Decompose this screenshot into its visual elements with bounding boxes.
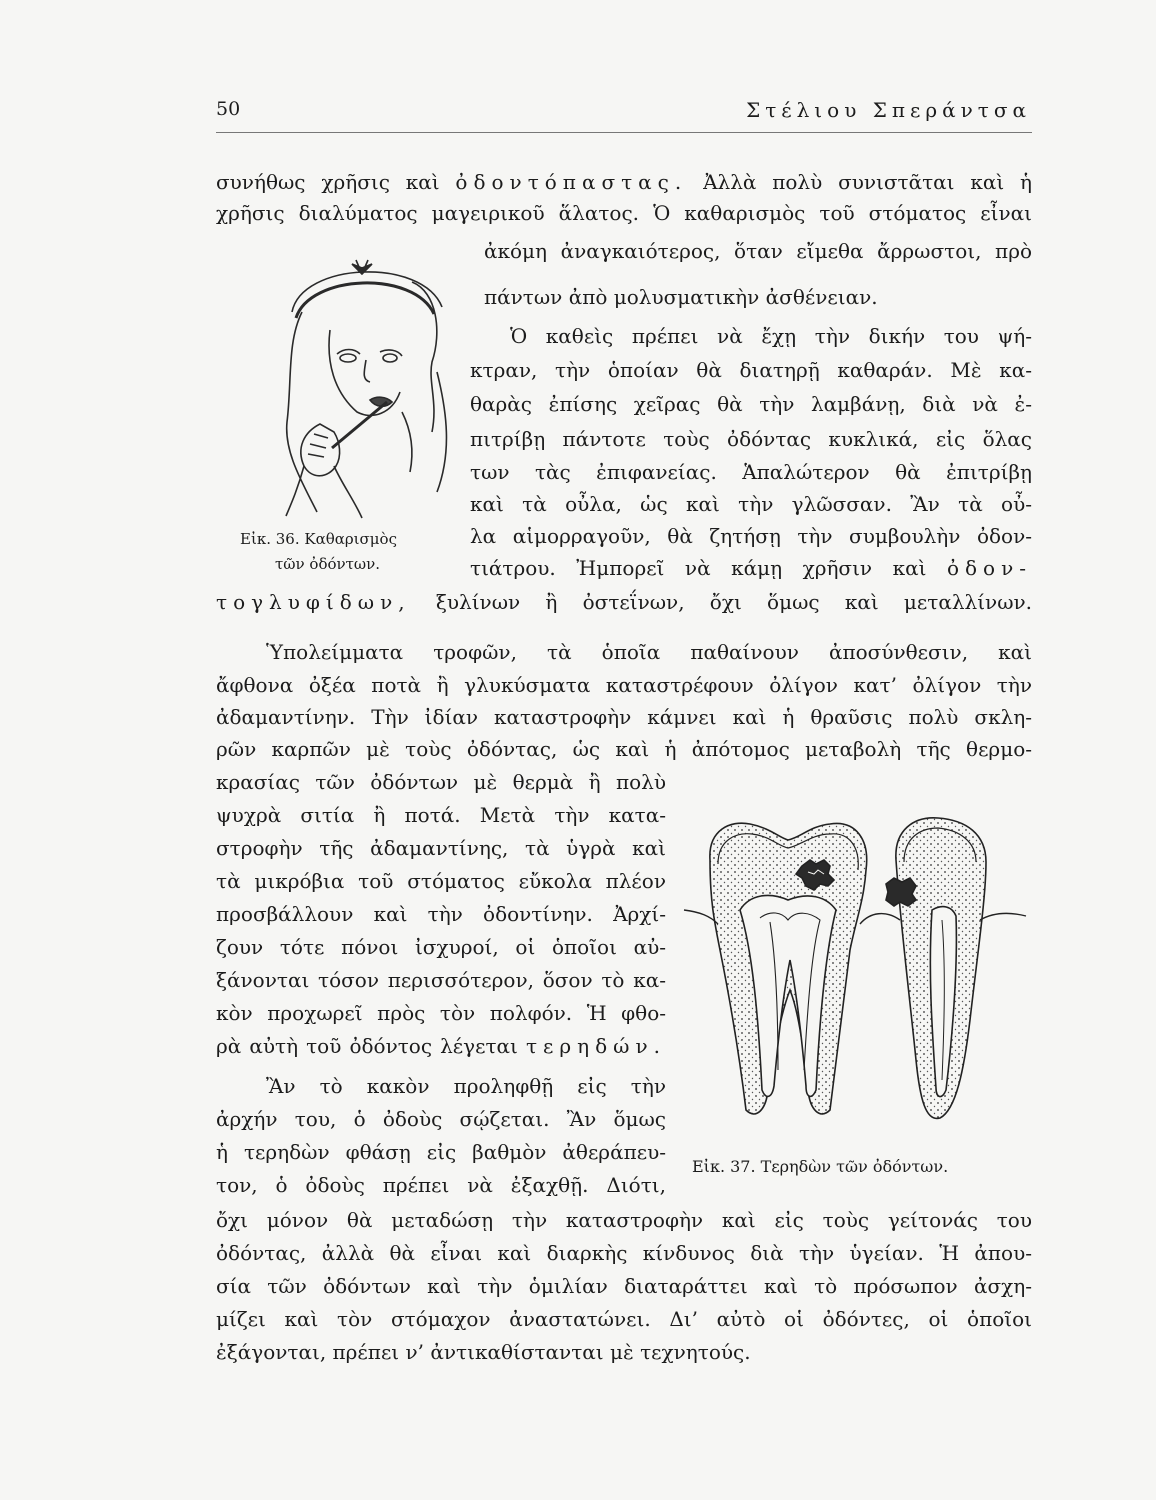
text-line: μίζει καὶ τὸν στόμαχον ἀναστατώνει. Δι’ αὐτὸ οἱ ὀδόντες, οἱ ὁποῖοι <box>216 1307 1032 1331</box>
figure-36-caption: Εἰκ. 36. Καθαρισμὸς <box>240 530 397 548</box>
text-line: ἡ τερηδὼν φθάσῃ εἰς βαθμὸν ἀθεράπευ- <box>216 1140 666 1164</box>
text-line: Ὑπολείμματα τροφῶν, τὰ ὁποῖα παθαίνουν ἀποσύνθεσιν, καὶ <box>266 640 1032 664</box>
text-line: ὄχι μόνον θὰ μεταδώσῃ τὴν καταστροφὴν καὶ εἰς τοὺς γείτονάς του <box>216 1208 1032 1232</box>
text-line: Ὁ καθεὶς πρέπει νὰ ἔχῃ τὴν δικήν του ψή- <box>510 324 1032 348</box>
text-line: θαρὰς ἐπίσης χεῖρας θὰ τὴν λαμβάνῃ, διὰ νὰ ἐ- <box>470 392 1032 416</box>
text-line: κὸν προχωρεῖ πρὸς τὸν πολφόν. Ἡ φθο- <box>216 1001 666 1025</box>
girl-brushing-teeth-illustration <box>262 252 462 524</box>
header-rule <box>216 132 1032 133</box>
text-line: ρὰ αὐτὴ τοῦ ὀδόντος λέγεται τερηδών. <box>216 1034 666 1058</box>
figure-36-caption: τῶν ὀδόντων. <box>275 555 381 573</box>
text-line: ζουν τότε πόνοι ἰσχυροί, οἱ ὁποῖοι αὐ- <box>216 935 666 959</box>
text-line: συνήθως χρῆσις καὶ ὀδοντόπαστας. Ἀλλὰ πολὺ συνιστᾶται καὶ ἡ <box>216 170 1033 194</box>
text-line: ρῶν καρπῶν μὲ τοὺς ὀδόντας, ὡς καὶ ἡ ἀπότομος μεταβολὴ τῆς θερμο- <box>216 737 1032 761</box>
tooth-decay-diagram <box>670 800 1032 1140</box>
text-line: τιάτρου. Ἠμπορεῖ νὰ κάμῃ χρῆσιν καὶ ὀδον- <box>470 556 1032 580</box>
text-line: κτραν, τὴν ὁποίαν θὰ διατηρῇ καθαράν. Μὲ κα- <box>470 358 1032 382</box>
text-line: προσβάλλουν καὶ τὴν ὀδοντίνην. Ἀρχί- <box>216 902 666 926</box>
text-line: ἀδαμαντίνην. Τὴν ἰδίαν καταστροφὴν κάμνει καὶ ἡ θραῦσις πολὺ σκλη- <box>216 705 1032 729</box>
text-line: Ἂν τὸ κακὸν προληφθῇ εἰς τὴν <box>266 1074 666 1098</box>
text-line: κρασίας τῶν ὀδόντων μὲ θερμὰ ἢ πολὺ <box>216 770 666 794</box>
text-line: ἀκόμη ἀναγκαιότερος, ὅταν εἴμεθα ἄρρωστοι, πρὸ <box>484 239 1032 263</box>
running-title: Στέλιου Σπεράντσα <box>746 98 1031 122</box>
figure-37-caption: Εἰκ. 37. Τερηδὼν τῶν ὀδόντων. <box>692 1157 949 1176</box>
text-line: πάντων ἀπὸ μολυσματικὴν ἀσθένειαν. <box>484 285 878 309</box>
text-line: χρῆσις διαλύματος μαγειρικοῦ ἅλατος. Ὁ καθαρισμὸς τοῦ στόματος εἶναι <box>216 201 1032 225</box>
text-line: λα αἱμορραγοῦν, θὰ ζητήσῃ τὴν συμβουλὴν ὀδον- <box>470 524 1032 548</box>
text-line: καὶ τὰ οὖλα, ὡς καὶ τὴν γλῶσσαν. Ἂν τὰ οὖ- <box>470 492 1032 516</box>
text-line: ὀδόντας, ἀλλὰ θὰ εἶναι καὶ διαρκὴς κίνδυνος διὰ τὴν ὑγείαν. Ἡ ἀπου- <box>216 1241 1032 1265</box>
text-line: σία τῶν ὀδόντων καὶ τὴν ὁμιλίαν διαταράττει καὶ τὸ πρόσωπον ἀσχη- <box>216 1274 1032 1298</box>
text-line: πιτρίβῃ πάντοτε τοὺς ὀδόντας κυκλικά, εἰς ὅλας <box>470 427 1032 451</box>
text-line: τογλυφίδων, ξυλίνων ἢ ὀστεΐνων, ὄχι ὅμως καὶ μεταλλίνων. <box>216 590 1033 614</box>
text-line: ἐξάγονται, πρέπει ν’ ἀντικαθίστανται μὲ τεχνητούς. <box>216 1340 751 1364</box>
page-number: 50 <box>216 98 241 120</box>
text-line: στροφὴν τῆς ἀδαμαντίνης, τὰ ὑγρὰ καὶ <box>216 836 666 860</box>
text-line: ψυχρὰ σιτία ἢ ποτά. Μετὰ τὴν κατα- <box>216 803 666 827</box>
text-line: τον, ὁ ὀδοὺς πρέπει νὰ ἐξαχθῇ. Διότι, <box>216 1173 666 1197</box>
text-line: ξάνονται τόσον περισσότερον, ὅσον τὸ κα- <box>216 968 666 992</box>
text-line: τὰ μικρόβια τοῦ στόματος εὔκολα πλέον <box>216 869 666 893</box>
text-line: ἀρχήν του, ὁ ὀδοὺς σῴζεται. Ἂν ὅμως <box>216 1107 666 1131</box>
text-line: των τὰς ἐπιφανείας. Ἁπαλώτερον θὰ ἐπιτρίβῃ <box>470 460 1032 484</box>
text-line: ἄφθονα ὀξέα ποτὰ ἢ γλυκύσματα καταστρέφουν ὀλίγον κατ’ ὀλίγον τὴν <box>216 673 1032 697</box>
